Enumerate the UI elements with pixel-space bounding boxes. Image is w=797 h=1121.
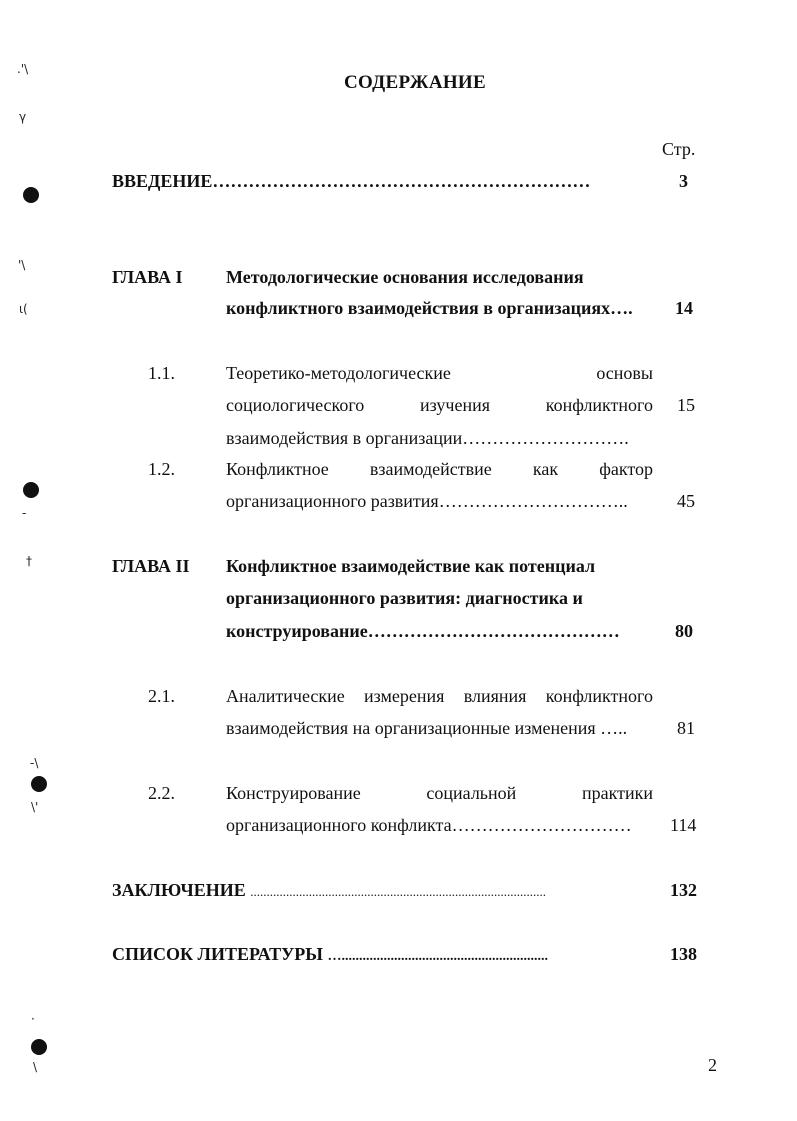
toc-chapter2-line2: организационного развития: диагностика и: [226, 588, 583, 608]
scan-speck: †: [26, 554, 32, 568]
toc-intro-page: 3: [679, 171, 688, 191]
toc-bibliography-label: СПИСОК ЛИТЕРАТУРЫ: [112, 944, 323, 964]
scan-speck: ɩ(: [19, 302, 28, 316]
toc-chapter2-label: ГЛАВА II: [112, 556, 190, 576]
toc-chapter1-line2: конфликтного взаимодействия в организациях….: [226, 298, 633, 318]
toc-chapter2-line1: Конфликтное взаимодействие как потенциал: [226, 556, 596, 576]
page-column-header: Стр.: [662, 139, 696, 159]
toc-conclusion-leader: ...........................................................................................: [250, 884, 547, 899]
toc-intro-label: ВВЕДЕНИЕ: [112, 171, 213, 191]
scan-speck: ·: [31, 1012, 35, 1026]
scan-speck: γ: [19, 110, 27, 124]
scan-speck: \': [31, 800, 39, 814]
toc-section-line: Аналитические измерения влияния конфликтного: [226, 686, 653, 706]
punch-hole: [23, 482, 39, 498]
scan-speck: \: [33, 1060, 38, 1074]
toc-section-number: 2.1.: [148, 686, 175, 706]
toc-bibliography-leader: …...........................................................: [327, 949, 548, 964]
toc-section-line: взаимодействия на организационные изменения …..: [226, 718, 628, 738]
scan-speck: '\: [18, 258, 26, 272]
toc-entry-intro: [112, 170, 657, 192]
toc-section-page: 45: [677, 491, 695, 511]
toc-entry-conclusion: [112, 879, 652, 903]
page-number: 2: [708, 1055, 717, 1075]
toc-section-line: Конструирование социальной практики: [226, 783, 653, 803]
toc-conclusion-label: ЗАКЛЮЧЕНИЕ: [112, 880, 246, 900]
toc-section-number: 1.1.: [148, 363, 175, 383]
toc-chapter1-label: ГЛАВА I: [112, 267, 183, 287]
toc-section-number: 1.2.: [148, 459, 175, 479]
toc-section-line: Конфликтное взаимодействие как фактор: [226, 459, 653, 479]
toc-chapter2-page: 80: [675, 621, 693, 641]
toc-intro-leader: ………………………………………………………: [212, 171, 591, 191]
toc-conclusion-page: 132: [670, 880, 697, 900]
toc-chapter2-line3: конструирование……………………………………: [226, 621, 620, 641]
punch-hole: [23, 187, 39, 203]
toc-section-line: организационного конфликта…………………………: [226, 815, 632, 835]
toc-chapter1-page: 14: [675, 298, 693, 318]
toc-bibliography-page: 138: [670, 944, 697, 964]
toc-section-page: 81: [677, 718, 695, 738]
toc-section-page: 114: [670, 815, 697, 835]
punch-hole: [31, 776, 47, 792]
toc-section-line: Теоретико-методологические основы: [226, 363, 653, 383]
toc-entry-bibliography: [112, 943, 652, 968]
toc-section-line: взаимодействия в организации……………………….: [226, 428, 629, 448]
toc-section-line: организационного развития…………………………..: [226, 491, 628, 511]
page-title: СОДЕРЖАНИЕ: [344, 72, 486, 93]
scan-speck: -\: [30, 756, 39, 770]
toc-section-line: социологического изучения конфликтного: [226, 395, 653, 415]
toc-chapter1-line1: Методологические основания исследования: [226, 267, 584, 287]
scan-speck: -: [22, 506, 27, 520]
punch-hole: [31, 1039, 47, 1055]
toc-section-page: 15: [677, 395, 695, 415]
toc-section-number: 2.2.: [148, 783, 175, 803]
scan-speck: .'\: [17, 62, 29, 76]
